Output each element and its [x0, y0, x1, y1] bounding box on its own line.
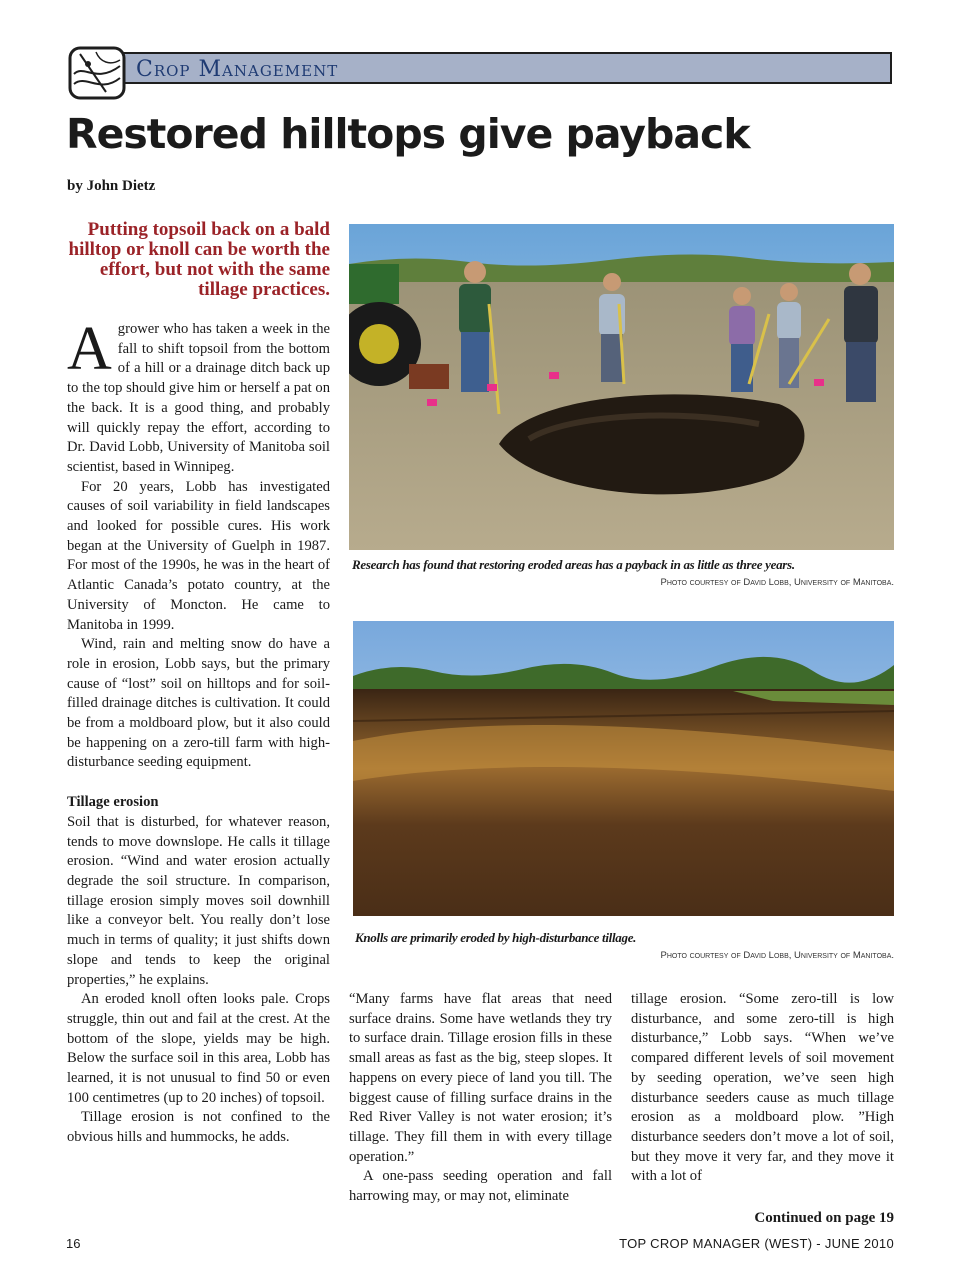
photo-credit: Photo courtesy of David Lobb, University of Manitoba. — [660, 950, 894, 961]
photo-tilled-field — [353, 621, 894, 916]
section-label: Crop Management — [136, 57, 339, 82]
section-header-bar — [118, 52, 892, 84]
publication-footer: TOP CROP MANAGER (WEST) - JUNE 2010 — [619, 1236, 894, 1251]
byline: by John Dietz — [67, 178, 156, 194]
paragraph: An eroded knoll often looks pale. Crops struggle, thin out and fail at the crest. At the bottom of the slope, yields may be high. Below the surface soil in this area, Lobb has learned, it is not unusual to find 50 or even 100 centimetres (up to 20 inches) of topsoil. — [67, 991, 330, 1106]
text-column-2 — [349, 990, 612, 1207]
page-number: 16 — [66, 1236, 81, 1251]
photo-caption: Knolls are primarily eroded by high-disturbance tillage. — [355, 930, 637, 945]
photo-soil-restoration — [349, 224, 894, 550]
continued-notice: Continued on page 19 — [754, 1210, 894, 1226]
paragraph: Agrower who has taken a week in the fall to shift topsoil from the bottom of a hill or a drainage ditch back up to the top should give him or herself a pat on the back. It is a good thing, and probably will quickly repay the effort, according to Dr. David Lobb, University of Manitoba soil scientist, based in Winnipeg. — [67, 315, 330, 475]
drop-cap: A — [67, 315, 112, 383]
article-deck: Putting topsoil back on a bald hilltop or knoll can be worth the effort, but not with the same tillage practices. — [68, 219, 330, 300]
paragraph: tillage erosion. “Some zero-till is low disturbance, and some zero-till is high disturbance,” Lobb says. “When we’ve compared different levels of soil movement by seeding operation, we’ve seen high disturbance seeders cause as much tillage erosion as a moldboard plow. ”High disturbance seeders don’t move a lot of soil, but they move it very far, and they move it with a lot of — [631, 991, 894, 1185]
text-column-3 — [631, 990, 894, 1187]
paragraph: A one-pass seeding operation and fall harrowing may, or may not, eliminate — [349, 1168, 612, 1205]
map-contour-icon — [66, 44, 128, 102]
article-title: Restored hilltops give payback — [66, 110, 750, 158]
paragraph: “Many farms have flat areas that need surface drains. Some have wetlands they try to surface drain. Tillage erosion fills in these small areas as fast as the big, steep slopes. It happens on every piece of land you till. The biggest cause of filling surface drains in the Red River Valley is not water erosion; it’s tillage. They fill them in with every tillage operation.” — [349, 991, 612, 1165]
paragraph: Tillage erosion is not confined to the obvious hills and hummocks, he adds. — [67, 1109, 330, 1146]
paragraph: Soil that is disturbed, for whatever reason, tends to move downslope. He calls it tillage erosion. “Wind and water erosion actually degrade the soil structure. In comparison, tillage erosion simply moves soil downhill like a conveyor belt. You really don’t lose much in terms of quality; it just shifts down slope and tends to keep the original properties,” he explains. — [67, 813, 330, 988]
paragraph: For 20 years, Lobb has investigated causes of soil variability in field landscapes and looked for possible cures. His work began at the University of Guelph in 1987. For most of the 1990s, he was in the heart of Atlantic Canada’s potato country, at the University of Moncton. He came to Manitoba in 1999. — [67, 478, 330, 633]
subheading: Tillage erosion — [67, 794, 159, 811]
text-column-1 — [67, 315, 330, 1148]
photo-caption: Research has found that restoring eroded areas has a payback in as little as three years. — [352, 557, 795, 572]
photo-credit: Photo courtesy of David Lobb, University of Manitoba. — [660, 577, 894, 588]
paragraph: Wind, rain and melting snow do have a role in erosion, Lobb says, but the primary cause of “lost” soil on hilltops and for soil-filled drainage ditches is cultivation. It could be from a moldboard plow, but it also could be happening on a zero-till farm with high-disturbance seeding equipment. — [67, 636, 330, 771]
